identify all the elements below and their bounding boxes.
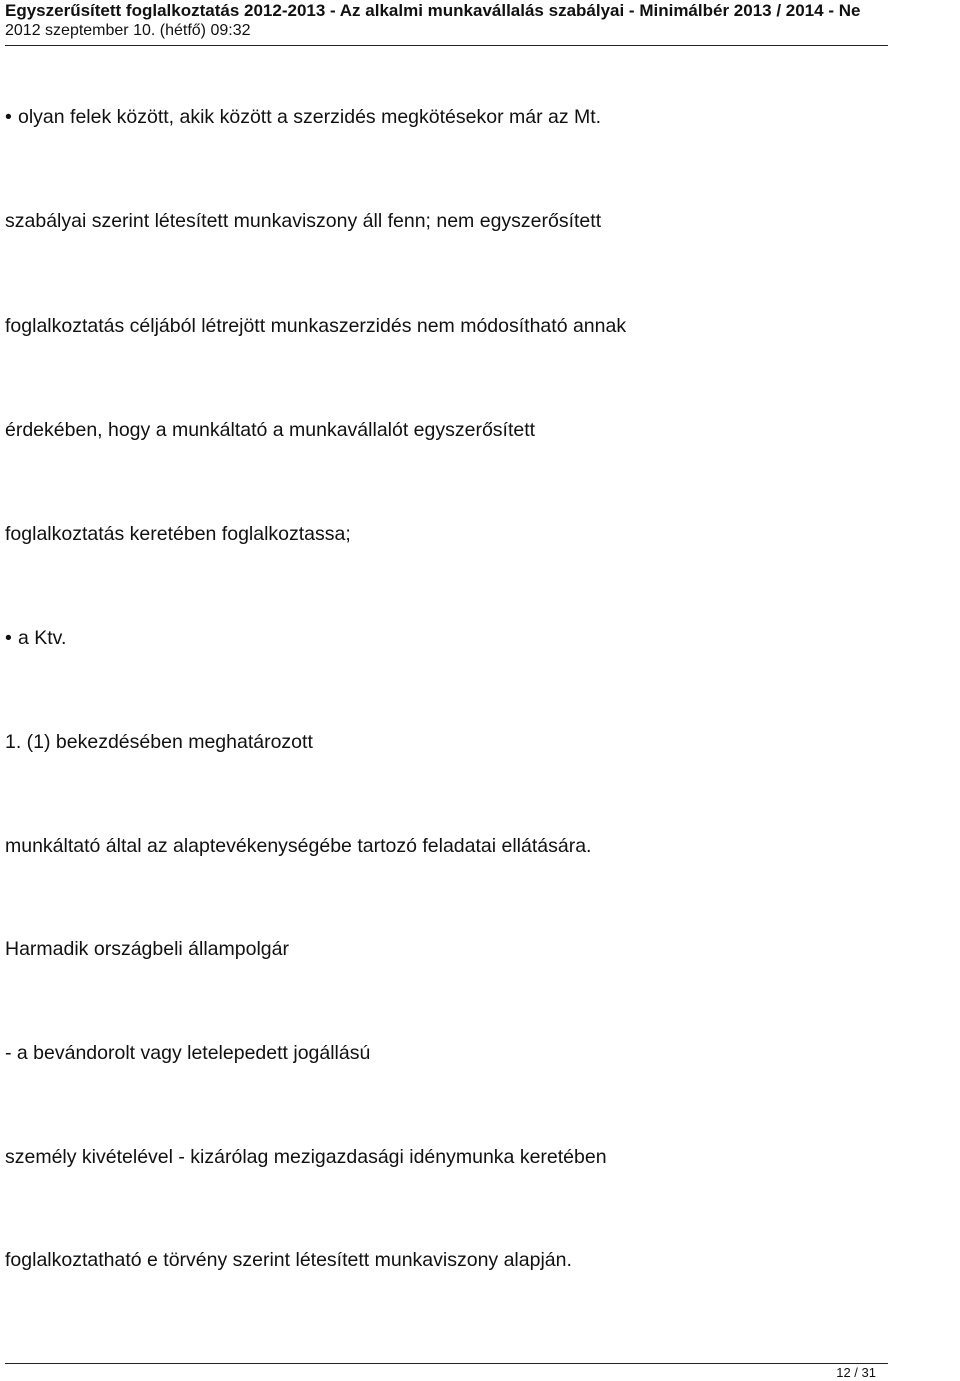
text-line: munkáltató által az alaptevékenységébe tartozó feladatai ellátására. [5,835,592,857]
text-line: érdekében, hogy a munkáltató a munkavállalót egyszerősített [5,419,536,441]
text-line: foglalkoztatás céljából létrejött munkaszerzidés nem módosítható annak [5,315,627,337]
document-title: Egyszerűsített foglalkoztatás 2012-2013 - Az alkalmi munkavállalás szabályai - Minimálbér 2013 / 2014 - Ne [5,1,861,20]
document-date: 2012 szeptember 10. (hétfő) 09:32 [5,22,251,39]
text-line: szabályai szerint létesített munkaviszony áll fenn; nem egyszerősített [5,210,602,232]
footer-divider [5,1363,888,1364]
text-line: Harmadik országbeli állampolgár [5,938,289,960]
page-header [5,0,960,42]
text-line: - a bevándorolt vagy letelepedett jogállású [5,1042,371,1064]
text-line: 1. (1) bekezdésében meghatározott [5,731,313,753]
list-item [5,626,66,650]
list-item [5,105,601,129]
paragraph-text: a Ktv. [18,627,67,649]
page-number: 12 / 31 [836,1365,876,1380]
text-line: személy kivételével - kizárólag mezigazdasági idénymunka keretében [5,1146,607,1168]
paragraph-text: olyan felek között, akik között a szerzidés megkötésekor már az Mt. [18,106,602,128]
bullet-icon: • [5,627,12,649]
bullet-icon: • [5,106,12,128]
text-line: foglalkoztatható e törvény szerint létesített munkaviszony alapján. [5,1249,572,1271]
header-divider [5,45,888,46]
text-line: foglalkoztatás keretében foglalkoztassa; [5,523,351,545]
